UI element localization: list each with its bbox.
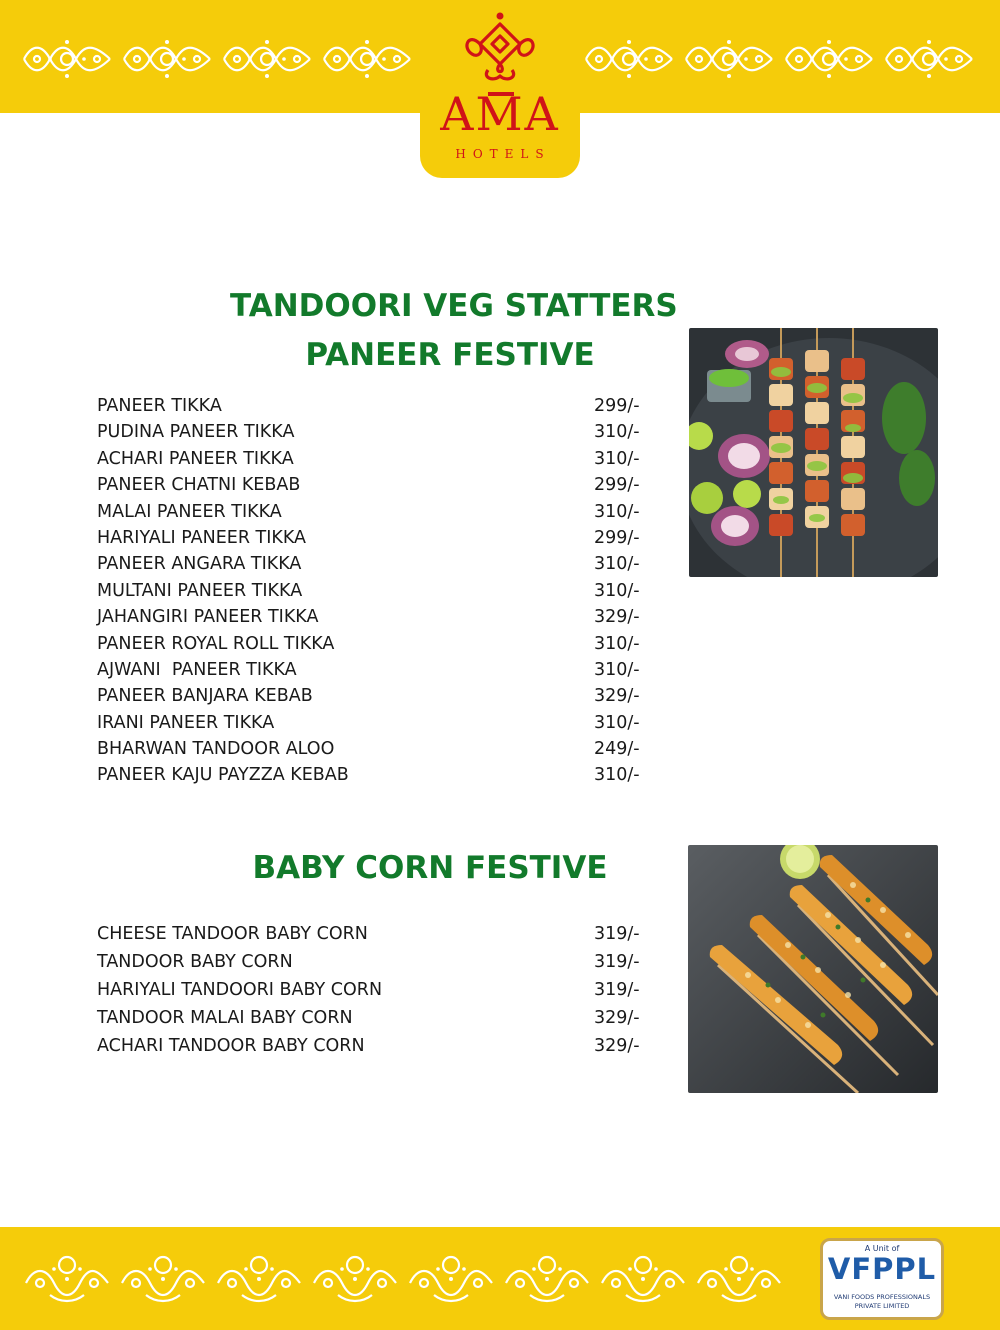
paneer-tikka-photo	[689, 328, 938, 577]
item-name: ACHARI PANEER TIKKA	[97, 448, 294, 469]
item-name: JAHANGIRI PANEER TIKKA	[97, 607, 319, 628]
item-name: ACHARI TANDOOR BABY CORN	[97, 1036, 365, 1056]
kolam-motif-icon	[692, 1249, 786, 1303]
ama-hotels-logo	[420, 0, 580, 178]
item-price: 310/-	[594, 712, 640, 733]
item-price: 329/-	[594, 1036, 640, 1056]
item-price: 310/-	[594, 448, 640, 469]
item-name: MALAI PANEER TIKKA	[97, 501, 282, 522]
item-name: PANEER ROYAL ROLL TIKKA	[97, 633, 335, 654]
item-price: 299/-	[594, 527, 640, 548]
kolam-motif-icon	[782, 38, 876, 80]
menu-item	[97, 604, 645, 630]
item-price: 329/-	[594, 607, 640, 628]
menu-item	[97, 631, 645, 657]
item-name: HARIYALI PANEER TIKKA	[97, 527, 307, 548]
item-name: PANEER ANGARA TIKKA	[97, 554, 302, 575]
item-price: 299/-	[594, 396, 640, 416]
badge-unit-text: A Unit of	[864, 1244, 900, 1253]
logo-wordmark: AMA	[440, 87, 560, 141]
item-price: 310/-	[594, 765, 640, 786]
logo-subtext: HOTELS	[455, 147, 551, 161]
menu-item	[97, 736, 645, 762]
menu-item	[97, 710, 645, 736]
item-price: 319/-	[594, 980, 640, 1000]
kolam-motif-icon	[320, 38, 414, 80]
kolam-motif-icon	[116, 1249, 210, 1303]
kolam-motif-icon	[882, 38, 976, 80]
menu-item	[97, 472, 645, 498]
item-name: PUDINA PANEER TIKKA	[97, 422, 295, 443]
kolam-pattern-right	[582, 38, 976, 80]
item-name: PANEER KAJU PAYZZA KEBAB	[97, 765, 349, 786]
item-name: CHEESE TANDOOR BABY CORN	[97, 924, 368, 944]
item-price: 310/-	[594, 659, 640, 680]
item-price: 310/-	[594, 580, 640, 601]
kolam-motif-icon	[20, 1249, 114, 1303]
paneer-tikka-image	[689, 328, 938, 577]
menu-item	[97, 578, 645, 604]
kolam-motif-icon	[596, 1249, 690, 1303]
kolam-motif-icon	[220, 38, 314, 80]
badge-full-name	[827, 1293, 937, 1311]
badge-name: VFPPL	[827, 1252, 937, 1286]
item-price: 310/-	[594, 422, 640, 443]
kolam-motif-icon	[404, 1249, 498, 1303]
kolam-motif-icon	[582, 38, 676, 80]
menu-item	[97, 393, 645, 419]
baby-corn-photo	[688, 845, 938, 1093]
item-price: 299/-	[594, 475, 640, 496]
item-name: HARIYALI TANDOORI BABY CORN	[97, 980, 383, 1000]
menu-item	[97, 1032, 645, 1060]
menu-item	[97, 525, 645, 551]
badge-full-name-line2: PRIVATE LIMITED	[854, 1302, 910, 1310]
item-price: 319/-	[594, 952, 640, 972]
menu-item	[97, 948, 645, 976]
kolam-motif-icon	[120, 38, 214, 80]
kolam-motif-icon	[308, 1249, 402, 1303]
item-name: MULTANI PANEER TIKKA	[97, 580, 303, 601]
paneer-menu-list	[97, 393, 645, 789]
item-name: AJWANI PANEER TIKKA	[97, 659, 297, 680]
kolam-motif-icon	[20, 38, 114, 80]
menu-item	[97, 683, 645, 709]
menu-item	[97, 762, 645, 788]
section-title-paneer-festive: PANEER FESTIVE	[305, 337, 595, 373]
logo-kolam-icon	[458, 12, 542, 88]
item-price: 310/-	[594, 554, 640, 575]
kolam-motif-icon	[212, 1249, 306, 1303]
item-name: IRANI PANEER TIKKA	[97, 712, 275, 733]
item-price: 310/-	[594, 501, 640, 522]
menu-item	[97, 1004, 645, 1032]
vfppl-badge	[820, 1238, 944, 1320]
menu-item	[97, 920, 645, 948]
item-price: 319/-	[594, 924, 640, 944]
item-name: PANEER BANJARA KEBAB	[97, 686, 313, 707]
item-name: PANEER CHATNI KEBAB	[97, 475, 301, 496]
menu-item	[97, 499, 645, 525]
item-price: 329/-	[594, 686, 640, 707]
kolam-pattern-left	[20, 38, 414, 80]
item-price: 249/-	[594, 739, 640, 760]
item-name: TANDOOR MALAI BABY CORN	[97, 1008, 353, 1028]
baby-corn-menu-list	[97, 920, 645, 1060]
kolam-motif-icon	[682, 38, 776, 80]
item-name: TANDOOR BABY CORN	[97, 952, 293, 972]
kolam-pattern-footer	[20, 1249, 786, 1303]
item-price: 329/-	[594, 1008, 640, 1028]
menu-item	[97, 446, 645, 472]
badge-full-name-line1: VANI FOODS PROFESSIONALS	[833, 1293, 931, 1301]
menu-item	[97, 551, 645, 577]
item-price: 310/-	[594, 633, 640, 654]
kolam-motif-icon	[500, 1249, 594, 1303]
menu-item	[97, 657, 645, 683]
menu-item	[97, 976, 645, 1004]
item-name: PANEER TIKKA	[97, 396, 222, 416]
item-name: BHARWAN TANDOOR ALOO	[97, 739, 335, 760]
section-title-baby-corn: BABY CORN FESTIVE	[252, 850, 608, 886]
section-title-tandoori: TANDOORI VEG STATTERS	[230, 288, 678, 324]
menu-item	[97, 419, 645, 445]
baby-corn-image	[688, 845, 938, 1093]
